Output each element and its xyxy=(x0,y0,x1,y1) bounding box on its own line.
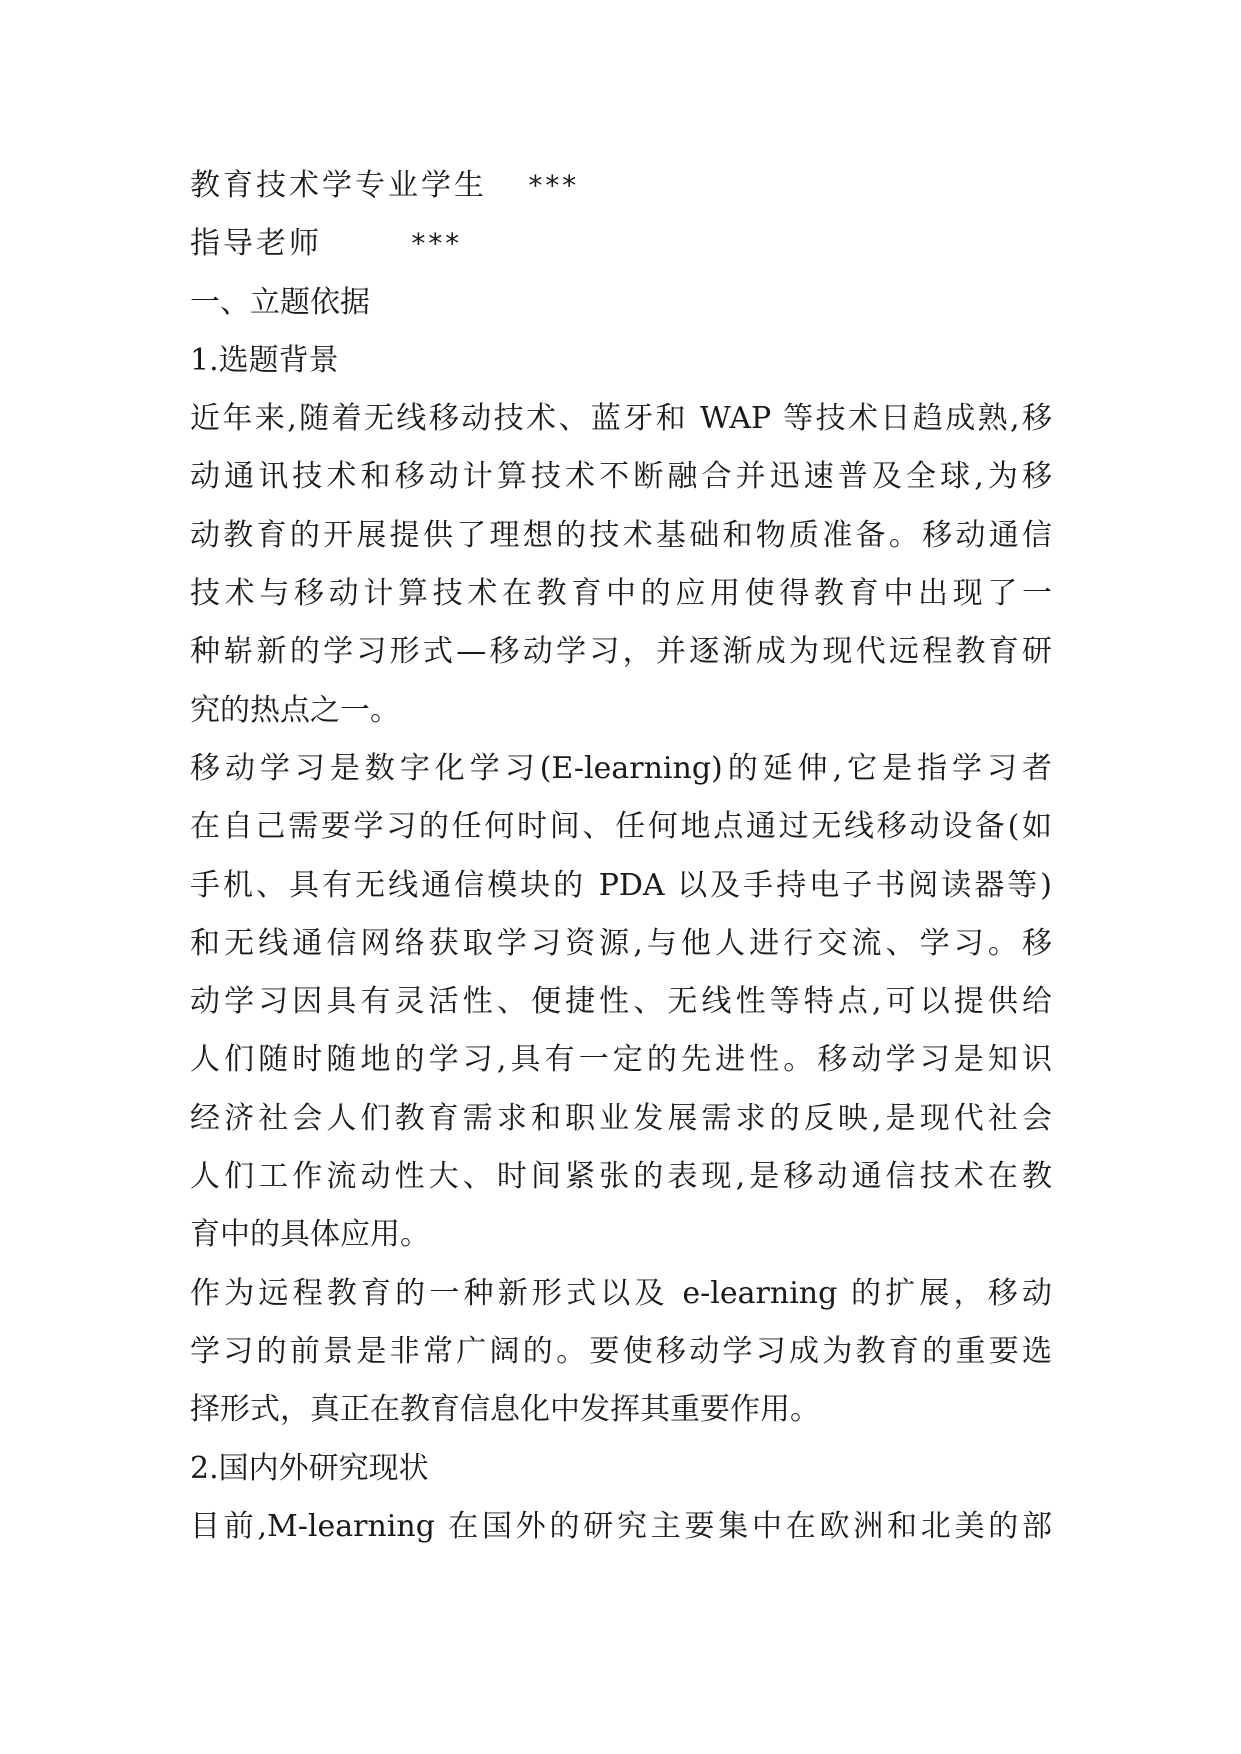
paragraph-background-1 xyxy=(190,390,1052,740)
paragraph-line: 人们工作流动性大、时间紧张的表现,是移动通信技术在教 xyxy=(190,1159,1052,1195)
subsection-heading-research-status: 2.国内外研究现状 xyxy=(190,1450,429,1486)
advisor-line xyxy=(190,215,1052,273)
subsection-heading-background: 1.选题背景 xyxy=(190,342,339,378)
paragraph-line: 学习的前景是非常广阔的。要使移动学习成为教育的重要选 xyxy=(190,1333,1052,1369)
advisor-name: *** xyxy=(410,227,461,261)
paragraph-research-status-1 xyxy=(190,1498,1052,1556)
paragraph-line: 究的热点之一。 xyxy=(190,692,400,728)
paragraph-line: 目前,M-learning 在国外的研究主要集中在欧洲和北美的部 xyxy=(190,1508,1052,1544)
paragraph-line: 手机、具有无线通信模块的 PDA 以及手持电子书阅读器等) xyxy=(190,867,1052,903)
paragraph-line: 动教育的开展提供了理想的技术基础和物质准备。移动通信 xyxy=(190,517,1052,553)
paragraph-line: 作为远程教育的一种新形式以及 e-learning 的扩展，移动 xyxy=(190,1275,1052,1311)
section-heading: 一、立题依据 xyxy=(190,284,370,320)
student-label: 教育技术学专业学生 xyxy=(190,168,487,203)
paragraph-line: 人们随时随地的学习,具有一定的先进性。移动学习是知识 xyxy=(190,1042,1052,1078)
paragraph-line: 择形式，真正在教育信息化中发挥其重要作用。 xyxy=(190,1392,820,1428)
paragraph-line: 移动学习是数字化学习(E-learning)的延伸,它是指学习者 xyxy=(190,750,1052,786)
document-body xyxy=(190,157,1052,1556)
paragraph-line: 种崭新的学习形式—移动学习，并逐渐成为现代远程教育研 xyxy=(190,634,1052,670)
paragraph-line: 在自己需要学习的任何时间、任何地点通过无线移动设备(如 xyxy=(190,809,1052,845)
advisor-label: 指导老师 xyxy=(190,226,322,262)
paragraph-background-3 xyxy=(190,1265,1052,1440)
student-name: *** xyxy=(527,169,578,202)
paragraph-line: 动通讯技术和移动计算技术不断融合并迅速普及全球,为移 xyxy=(190,459,1052,495)
paragraph-line: 动学习因具有灵活性、便捷性、无线性等特点,可以提供给 xyxy=(190,984,1052,1020)
paragraph-line: 经济社会人们教育需求和职业发展需求的反映,是现代社会 xyxy=(190,1100,1052,1136)
paragraph-background-2 xyxy=(190,740,1052,1265)
paragraph-line: 技术与移动计算技术在教育中的应用使得教育中出现了一 xyxy=(190,576,1052,612)
paragraph-line: 和无线通信网络获取学习资源,与他人进行交流、学习。移 xyxy=(190,925,1052,961)
paragraph-line: 近年来,随着无线移动技术、蓝牙和 WAP 等技术日趋成熟,移 xyxy=(190,401,1052,437)
student-line xyxy=(190,157,1052,215)
paragraph-line: 育中的具体应用。 xyxy=(190,1217,430,1253)
